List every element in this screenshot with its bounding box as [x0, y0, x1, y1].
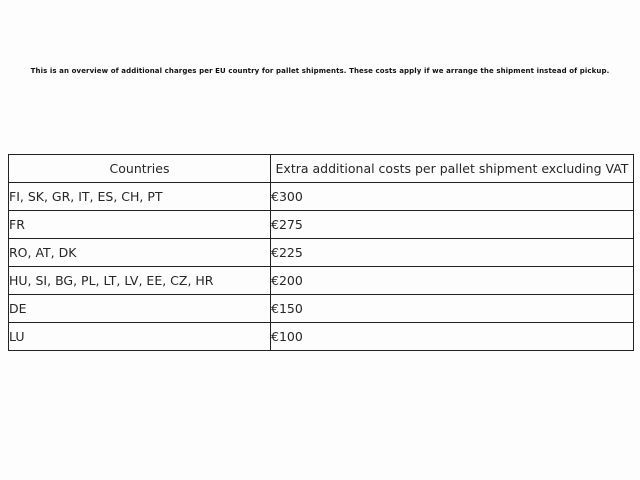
- countries-cell: DE: [9, 295, 271, 323]
- countries-cell: FR: [9, 211, 271, 239]
- column-header-countries: Countries: [9, 155, 271, 183]
- table-row: [9, 211, 634, 239]
- countries-cell: FI, SK, GR, IT, ES, CH, PT: [9, 183, 271, 211]
- table-row: [9, 267, 634, 295]
- table-row: [9, 239, 634, 267]
- cost-cell: €300: [271, 183, 634, 211]
- countries-cell: RO, AT, DK: [9, 239, 271, 267]
- countries-cell: HU, SI, BG, PL, LT, LV, EE, CZ, HR: [9, 267, 271, 295]
- cost-cell: €275: [271, 211, 634, 239]
- cost-cell: €100: [271, 323, 634, 351]
- charges-table: [8, 154, 634, 351]
- cost-cell: €150: [271, 295, 634, 323]
- countries-cell: LU: [9, 323, 271, 351]
- table-row: [9, 323, 634, 351]
- table-row: [9, 295, 634, 323]
- cost-cell: €225: [271, 239, 634, 267]
- table-caption: This is an overview of additional charges per EU country for pallet shipments. These costs apply if we arrange the shipment instead of pickup.: [30, 67, 610, 75]
- column-header-costs: Extra additional costs per pallet shipment excluding VAT: [271, 155, 634, 183]
- table-row: [9, 183, 634, 211]
- cost-cell: €200: [271, 267, 634, 295]
- table-header-row: [9, 155, 634, 183]
